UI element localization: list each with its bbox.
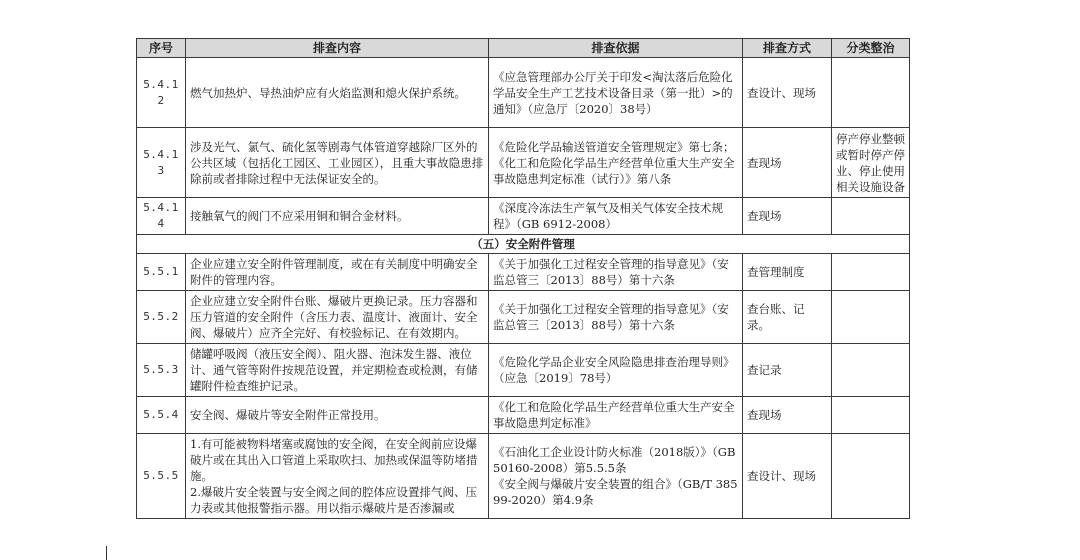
row-basis: 《应急管理部办公厅关于印发<淘汰落后危险化学品安全生产工艺技术设备目录（第一批）>的通知》（应急厅〔2020〕38号） — [489, 58, 743, 128]
row-method: 查记录 — [743, 344, 832, 397]
row-basis — [489, 434, 743, 519]
row-content: 涉及光气、氯气、硫化氢等剧毒气体管道穿越除厂区外的公共区域（包括化工园区、工业园区），且重大事故隐患排除前或者排除过程中无法保证安全的。 — [186, 128, 489, 198]
table-row — [137, 291, 910, 344]
row-fix — [832, 397, 910, 434]
row-method: 查设计、现场 — [743, 434, 832, 519]
row-fix — [832, 344, 910, 397]
row-method: 查现场 — [743, 397, 832, 434]
row-content: 安全阀、爆破片等安全附件正常投用。 — [186, 397, 489, 434]
table-row — [137, 344, 910, 397]
row-fix — [832, 254, 910, 291]
table-row — [137, 397, 910, 434]
row-content: 企业应建立安全附件管理制度，或在有关制度中明确安全附件的管理内容。 — [186, 254, 489, 291]
margin-tick-mark — [106, 546, 107, 560]
row-basis: 《危险化学品输送管道安全管理规定》第七条；《化工和危险化学品生产经营单位重大生产安全事故隐患判定标准（试行）》第八条 — [489, 128, 743, 198]
row-fix — [832, 58, 910, 128]
row-basis: 《化工和危险化学品生产经营单位重大生产安全事故隐患判定标准》 — [489, 397, 743, 434]
table-row — [137, 198, 910, 235]
table-row — [137, 58, 910, 128]
row-content: 企业应建立安全附件台账、爆破片更换记录。压力容器和压力管道的安全附件（含压力表、温度计、液面计、安全阀、爆破片）应齐全完好、有校验标记、在有效期内。 — [186, 291, 489, 344]
basis-line: 《安全阀与爆破片安全装置的组合》（GB/T 38599-2020）第4.9条 — [493, 477, 738, 507]
row-number: 5.5.5 — [137, 434, 186, 519]
row-number: 5.4.14 — [137, 198, 186, 235]
header-fix: 分类整治 — [832, 39, 910, 58]
row-fix: 停产停业整顿或暂时停产停业、停止使用相关设施设备 — [832, 128, 910, 198]
row-method: 查台账、记录。 — [743, 291, 832, 344]
header-no: 序号 — [137, 39, 186, 58]
table-row — [137, 254, 910, 291]
header-basis: 排查依据 — [489, 39, 743, 58]
row-fix — [832, 198, 910, 235]
basis-line: 《石油化工企业设计防火标准（2018版）》（GB 50160-2008）第5.5.5条 — [493, 445, 736, 475]
row-number: 5.5.2 — [137, 291, 186, 344]
row-content — [186, 434, 489, 519]
row-fix — [832, 434, 910, 519]
header-content: 排查内容 — [186, 39, 489, 58]
inspection-table — [136, 38, 910, 519]
row-number: 5.5.1 — [137, 254, 186, 291]
row-basis: 《深度冷冻法生产氧气及相关气体安全技术规程》（GB 6912-2008） — [489, 198, 743, 235]
row-method: 查管理制度 — [743, 254, 832, 291]
row-basis: 《关于加强化工过程安全管理的指导意见》（安监总管三〔2013〕88号）第十六条 — [489, 291, 743, 344]
row-method: 查设计、现场 — [743, 58, 832, 128]
row-content: 储罐呼吸阀（液压安全阀）、阻火器、泡沫发生器、液位计、通气管等附件按规范设置，并定期检查或检测，有储罐附件检查维护记录。 — [186, 344, 489, 397]
row-content: 燃气加热炉、导热油炉应有火焰监测和熄火保护系统。 — [186, 58, 489, 128]
table-row — [137, 128, 910, 198]
row-method: 查现场 — [743, 128, 832, 198]
row-number: 5.5.3 — [137, 344, 186, 397]
row-basis: 《危险化学品企业安全风险隐患排查治理导则》（应急〔2019〕78号） — [489, 344, 743, 397]
row-number: 5.4.12 — [137, 58, 186, 128]
row-fix — [832, 291, 910, 344]
row-method: 查现场 — [743, 198, 832, 235]
row-number: 5.5.4 — [137, 397, 186, 434]
content-line: 1.有可能被物料堵塞或腐蚀的安全阀，在安全阀前应设爆破片或在其出入口管道上采取吹扫、加热或保温等防堵措施。 — [190, 437, 478, 483]
section-title: （五）安全附件管理 — [137, 235, 910, 254]
content-line: 2.爆破片安全装置与安全阀之间的腔体应设置排气阀、压力表或其他报警指示器。用以指示爆破片是否渗漏或 — [190, 485, 477, 515]
table-row — [137, 434, 910, 519]
header-method: 排查方式 — [743, 39, 832, 58]
row-number: 5.4.13 — [137, 128, 186, 198]
row-content: 接触氧气的阀门不应采用铜和铜合金材料。 — [186, 198, 489, 235]
section-row — [137, 235, 910, 254]
row-basis: 《关于加强化工过程安全管理的指导意见》（安监总管三〔2013〕88号）第十六条 — [489, 254, 743, 291]
table-header-row — [137, 39, 910, 58]
